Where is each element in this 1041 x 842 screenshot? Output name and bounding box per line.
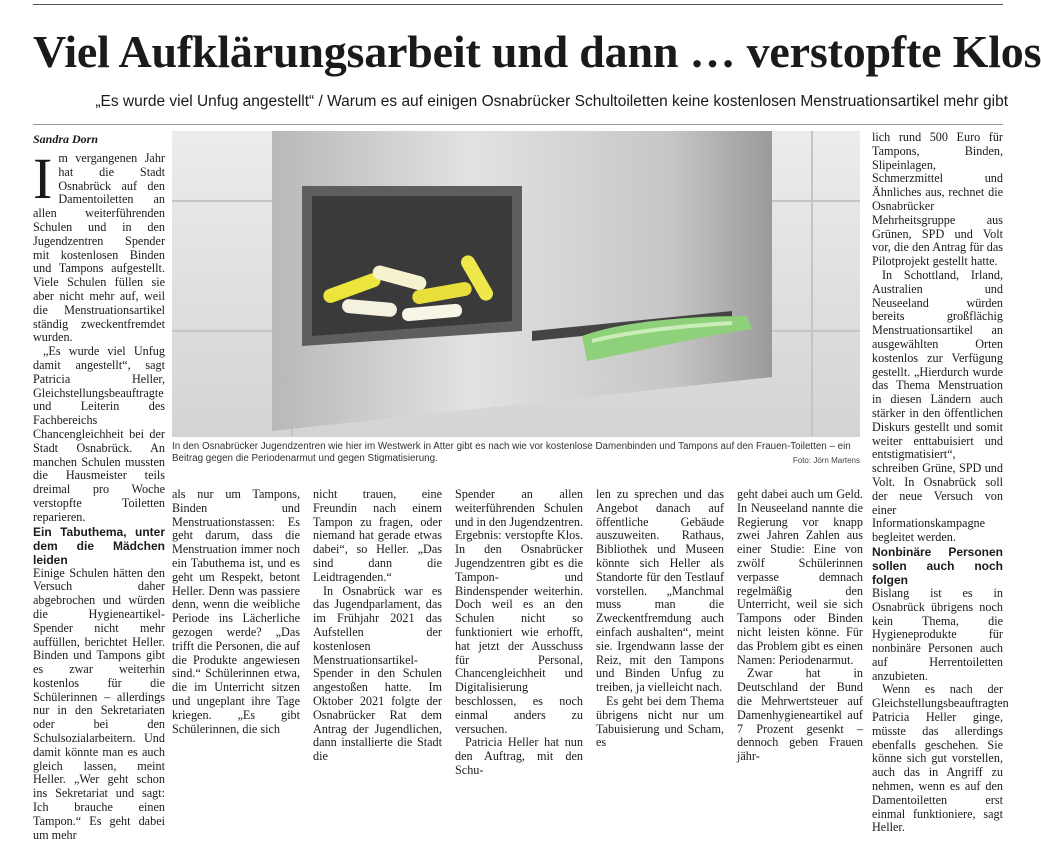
drop-cap: I <box>33 146 53 211</box>
paragraph: Es geht bei dem Thema übrigens nicht nur um Tabuisierung und Scham, es <box>596 693 724 750</box>
column-7 <box>872 130 1009 835</box>
paragraph: nicht trauen, eine Freundin nach einem Tampon zu fragen, oder niemand hat gerade etwas dabei“, so Heller. „Das sind dann die Leidtragenden.“ <box>313 487 442 584</box>
column-6 <box>737 487 863 764</box>
paragraph: Patricia Heller hat nun den Auftrag, mit den Schu- <box>455 735 583 777</box>
paragraph: Bislang ist es in Osnabrück übrigens noch kein Thema, die Hygieneprodukte für nonbinäre Personen auch auf Herrentoiletten anzubieten. <box>872 585 1003 683</box>
photo-caption: In den Osnabrücker Jugendzentren wie hier im Westwerk in Atter gibt es nach wie vor kostenlose Damenbinden und Tampons auf den Frauen-Toiletten – ein Beitrag gegen die Periodenarmut und gegen Stigmatisierung. <box>172 441 851 464</box>
paragraph: „Es wurde viel Unfug damit angestellt“, sagt Patricia Heller, Gleichstellungsbeauftragte und Leiterin des Fachbereichs Chancengleichheit bei der Stadt Osnabrück. An manchen Schulen mussten die Hausmeister teils dreimal pro Woche verstopfte Toiletten reparieren. <box>33 344 165 524</box>
headline: Viel Aufklärungsarbeit und dann … verstopfte Klos <box>33 26 1041 77</box>
paragraph: als nur um Tampons, Binden und Menstruationstassen: Es geht darum, dass die Menstruation immer noch ein Tabuthema ist, und es geht um Respekt, betont Heller. Denn was passiere denn, wenn die weibliche Periode ins Lächerliche gezogen werde? „Das trifft die Personen, die auf die Produkte angewiesen sind.“ Schülerinnen etwa, die im Unterricht sitzen und ungeplant ihre Tage kriegen. „Es gibt Schülerinnen, die sich <box>172 487 300 736</box>
paragraph: Im vergangenen Jahr hat die Stadt Osnabrück auf den Damentoiletten an allen weiterführenden Schulen und in den Jugendzentren Spender mit kostenlosen Binden und Tampons aufgestellt. Viele Schulen füllen sie aber nicht mehr auf, weil die Menstruationsartikel ständig zweckentfremdet wurden. <box>33 146 165 345</box>
photo-credit: Foto: Jörn Martens <box>792 456 860 465</box>
paragraph: Einige Schulen hätten den Versuch daher abgebrochen und würden die Hygieneartikel-Spender nicht mehr auffüllen, berichtet Heller. Binden und Tampons gibt es zwar weiterhin kostenlos für die Schülerinnen – allerdings nur in den Sekretariaten oder bei den Schulsozialarbeitern. Und damit könnte man es auch gleich lassen, meint Heller. „Wer geht schon ins Sekretariat und sagt: Ich brauche einen Tampon.“ Es geht dabei um mehr <box>33 565 165 842</box>
article-photo <box>172 131 860 437</box>
subheadline: „Es wurde viel Unfug angestellt“ / Warum es auf einigen Osnabrücker Schultoiletten keine kostenlosen Menstruationsartikel mehr gibt <box>95 93 1008 110</box>
top-rule <box>33 4 1003 5</box>
column-subheading: Nonbinäre Personen sollen auch noch folgen <box>872 544 1003 587</box>
paragraph: In Schottland, Irland, Australien und Neuseeland würden bereits großflächig Menstruationsartikel an ausgewählten Orten kostenlos zur Verfügung gestellt. „Hierdurch wurde das Thema Menstruation in diesen Ländern auch stärker in den öffentlichen Diskurs gestellt und somit weiter enttabuisiert und entstigmatisiert“, schreiben Grüne, SPD und Volt. In Osnabrück soll der neue Versuch von einer Informationskampagne begleitet werden. <box>872 267 1003 545</box>
paragraph: lich rund 500 Euro für Tampons, Binden, Slipeinlagen, Schmerzmittel und Ähnliches aus, rechnet die Osnabrücker Mehrheitsgruppe aus Grünen, SPD und Volt vor, die den Antrag für das Pilotprojekt gestellt hatte. <box>872 130 1003 269</box>
column-1 <box>33 146 165 842</box>
paragraph: Spender an allen weiterführenden Schulen und in den Jugendzentren. Ergebnis: verstopfte Klos. In den Osnabrücker Jugendzentren gibt es die Tampon- und Bindenspender weiterhin. Doch weil es an den Schulen nicht so funktioniert wie erhofft, hat jetzt der Ausschuss für Personal, Chancengleichheit und Digitalisierung beschlossen, es noch einmal anders zu versuchen. <box>455 487 583 736</box>
header-rule <box>33 124 1003 125</box>
paragraph: len zu sprechen und das Angebot danach auf öffentliche Gebäude auszuweiten. Rathaus, Bibliothek und Museen könnte sich Heller als Standorte für den Testlauf vorstellen. „Manchmal muss man die Zweckentfremdung auch einfach aushalten“, meint sie. Irgendwann lasse der Reiz, mit den Tampons und Binden Unfug zu treiben, ja vielleicht nach. <box>596 487 724 695</box>
column-5 <box>596 487 724 750</box>
tampon-dispenser-photo <box>172 131 860 437</box>
author-byline: Sandra Dorn <box>33 132 99 146</box>
column-3 <box>313 487 442 764</box>
paragraph: Wenn es nach der Gleichstellungsbeauftragten Patricia Heller ginge, müsste das allerdings ebenfalls geschehen. Sie könne sich gut vorstellen, auch das in Angriff zu nehmen, wenn es auf den Damentoiletten erst einmal funktioniere, sagt Heller. <box>872 682 1009 835</box>
paragraph: In Osnabrück war es das Jugendparlament, das im Frühjahr 2021 das Aufstellen der kostenlosen Menstruationsartikel-Spender in den Schulen angestoßen hatte. Im Oktober 2021 folgte der Osnabrücker Rat dem Antrag der Jugendlichen, dann installierte die Stadt die <box>313 583 442 764</box>
paragraph: Zwar hat in Deutschland der Bund die Mehrwertsteuer auf Damenhygieneartikel auf 7 Prozent gesenkt – dennoch geben Frauen jähr- <box>737 666 863 764</box>
column-4 <box>455 487 583 777</box>
column-subheading: Ein Tabuthema, unter dem die Mädchen leiden <box>33 524 165 567</box>
paragraph: geht dabei auch um Geld. In Neuseeland nannte die Regierung vor knapp zwei Jahren Zahlen aus einer Studie: Eine von zwölf Schülerinnen verpasse demnach regelmäßig den Unterricht, weil sie sich Tampons oder Binden nicht leisten könne. Für das Problem gibt es einen Namen: Periodenarmut. <box>737 487 863 667</box>
column-2 <box>172 487 300 736</box>
